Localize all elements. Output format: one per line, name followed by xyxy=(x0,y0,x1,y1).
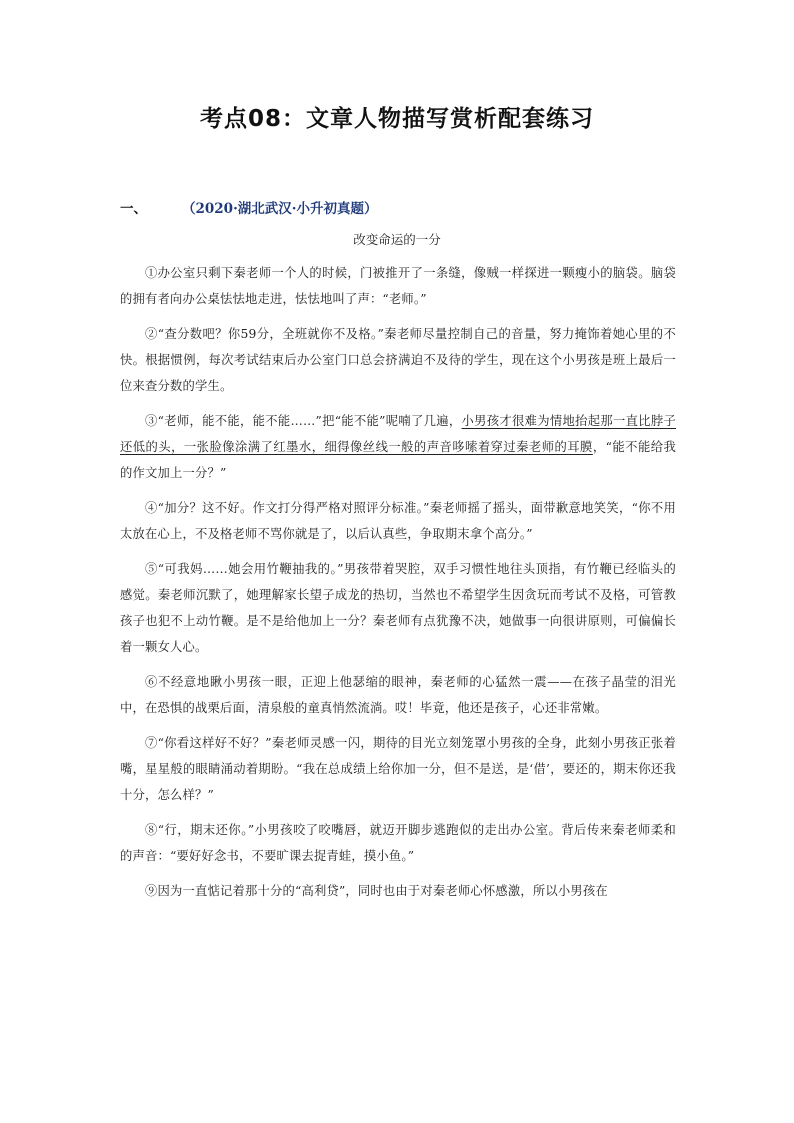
article-title: 改变命运的一分 xyxy=(353,232,441,247)
paragraph-4: ④“加分？这不好。作文打分得严格对照评分标准。”秦老师摇了摇头，面带歉意地笑笑，“你不用太放在心上，不及格老师不骂你就是了，以后认真些，争取期末拿个高分。” xyxy=(120,501,676,541)
paragraph-1: ①办公室只剩下秦老师一个人的时候，门被推开了一条缝，像贼一样探进一颗瘦小的脑袋。脑袋的拥有者向办公桌怯怯地走进，怯怯地叫了声：“老师。” xyxy=(120,266,676,306)
paragraph-7: ⑦“你看这样好不好？”秦老师灵感一闪，期待的目光立刻笼罩小男孩的全身，此刻小男孩正张着嘴，星星般的眼睛涌动着期盼。“我在总成绩上给你加一分，但不是送，是‘借’，要还的，期末你还我十分，怎么样？” xyxy=(120,736,676,802)
paragraph-6: ⑥不经意地瞅小男孩一眼，正迎上他瑟缩的眼神，秦老师的心猛然一震——在孩子晶莹的泪光中，在恐惧的战栗后面，清泉般的童真悄然流淌。哎！毕竟，他还是孩子，心还非常嫩。 xyxy=(120,675,676,715)
paragraph-2: ②“查分数吧？你59分，全班就你不及格。”秦老师尽量控制自己的音量，努力掩饰着她心里的不快。根据惯例，每次考试结束后办公室门口总会挤满迫不及待的学生，现在这个小男孩是班上最后一位来查分数的学生。 xyxy=(120,327,676,393)
article-body xyxy=(120,260,676,913)
section-number: 一、 xyxy=(120,201,147,217)
paragraph-3-tail: ，“能不能给我的作文加上一分？” xyxy=(120,440,677,480)
underlined-sentence: 小男孩才很难为情地抬起那一直比脖子还低的头，一张脸像涂满了红墨水，细得像丝线一般的声音哆嗦着穿过秦老师的耳膜 xyxy=(120,414,676,454)
paragraph-5: ⑤“可我妈……她会用竹鞭抽我的。”男孩带着哭腔，双手习惯性地往头顶指，有竹鞭已经临头的感觉。秦老师沉默了，她理解家长望子成龙的热切，当然也不希望学生因贪玩而考试不及格，可管教孩子也犯不上动竹鞭。是不是给他加上一分？秦老师有点犹豫不决，她做事一向很讲原则，可偏偏长着一颗女人心。 xyxy=(120,562,676,654)
page-title: 考点08：文章人物描写赏析配套练习 xyxy=(199,106,594,132)
question-header xyxy=(120,197,377,217)
question-source: （2020·湖北武汉·小升初真题） xyxy=(182,201,378,217)
paragraph-8: ⑧“行，期末还你。”小男孩咬了咬嘴唇，就迈开脚步逃跑似的走出办公室。背后传来秦老师柔和的声音：“要好好念书，不要旷课去捉青蛙，摸小鱼。” xyxy=(120,823,676,863)
paragraph-9: ⑨因为一直惦记着那十分的“高利贷”，同时也由于对秦老师心怀感激，所以小男孩在 xyxy=(145,884,608,898)
paragraph-3 xyxy=(120,408,676,486)
paragraph-3-lead: ③“老师，能不能，能不能……”把“能不能”呢喃了几遍， xyxy=(145,414,462,428)
